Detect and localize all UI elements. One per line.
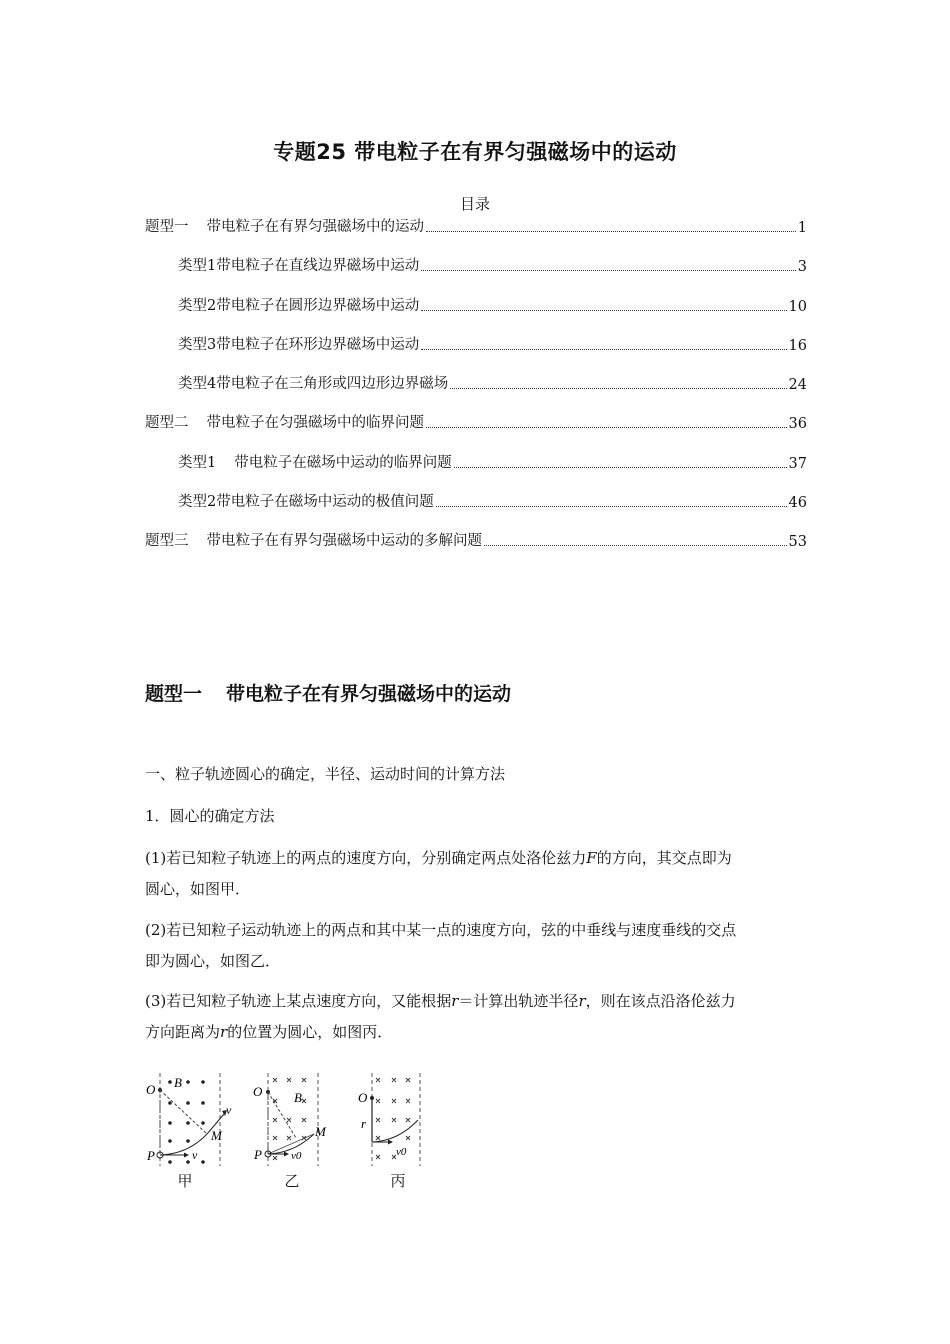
p1-var: F	[586, 849, 597, 867]
intro-paragraph: 一、粒子轨迹圆心的确定，半径、运动时间的计算方法	[145, 765, 506, 783]
paragraph-1	[145, 843, 810, 905]
p3-var2: r	[578, 992, 586, 1010]
toc-leader	[421, 349, 786, 350]
section-heading-prefix: 题型一	[145, 683, 203, 705]
toc-page-number: 3	[797, 259, 807, 275]
toc-entry-text: 带电粒子在有界匀强磁场中的运动	[206, 219, 424, 235]
label-M: M	[211, 1128, 222, 1143]
label-r: r	[361, 1116, 367, 1131]
toc-leader	[436, 506, 787, 507]
figure-bing	[352, 1068, 432, 1168]
figure-jia	[140, 1068, 240, 1168]
toc-entry[interactable]	[178, 491, 807, 511]
toc-entry-prefix: 题型一	[145, 219, 189, 235]
label-velocity-top: v	[226, 1103, 232, 1117]
label-O: O	[358, 1090, 368, 1105]
toc-entry[interactable]	[145, 412, 807, 432]
toc-leader	[454, 467, 787, 468]
p3-text-c: ，则在该点沿洛伦兹力	[585, 992, 736, 1010]
toc-page-number: 46	[788, 495, 807, 511]
label-O: O	[253, 1084, 263, 1099]
figure-caption-bing: 丙	[390, 1172, 406, 1190]
label-B: B	[174, 1075, 182, 1090]
label-O: O	[146, 1082, 156, 1097]
toc-leader	[426, 231, 796, 232]
figure-caption-yi: 乙	[284, 1172, 300, 1190]
label-v0: v0	[291, 1150, 302, 1162]
section-heading-title: 带电粒子在有界匀强磁场中的运动	[226, 683, 512, 705]
toc-entry-text: 带电粒子在有界匀强磁场中运动的多解问题	[206, 533, 482, 549]
toc-entry[interactable]	[178, 373, 807, 393]
toc-entry[interactable]	[178, 334, 807, 354]
toc-page-number: 24	[788, 377, 807, 393]
toc-page-number: 16	[788, 338, 807, 354]
toc-entry[interactable]	[145, 216, 807, 236]
toc-leader	[484, 545, 787, 546]
toc-entry-text: 类型4带电粒子在三角形或四边形边界磁场	[178, 376, 449, 392]
toc-page-number: 53	[788, 534, 807, 550]
toc-entry[interactable]	[178, 255, 807, 275]
toc-entry-prefix: 题型三	[145, 533, 189, 549]
toc-entry[interactable]	[178, 452, 807, 472]
toc-heading: 目录	[459, 195, 490, 213]
toc-page-number: 1	[797, 220, 807, 236]
p2-line2: 即为圆心，如图乙．	[145, 952, 281, 970]
toc-leader	[426, 427, 787, 428]
toc-entry-prefix: 类型1	[178, 455, 217, 471]
p3-text-d: 方向距离为	[145, 1023, 221, 1041]
paragraph-2	[145, 915, 810, 977]
toc-leader	[421, 310, 786, 311]
p1-text-b: 的方向，其交点即为	[596, 849, 732, 867]
toc-page-number: 37	[788, 456, 807, 472]
toc-entry-text: 类型2带电粒子在磁场中运动的极值问题	[178, 494, 434, 510]
toc-leader	[450, 388, 786, 389]
toc-page-number: 10	[788, 299, 807, 315]
label-P: P	[254, 1147, 262, 1162]
label-B: B	[294, 1090, 302, 1105]
center-point	[370, 1096, 374, 1100]
toc-entry-text: 带电粒子在匀强磁场中的临界问题	[206, 415, 424, 431]
label-M: M	[315, 1124, 326, 1139]
p2-line1: (2)若已知粒子运动轨迹上的两点和其中某一点的速度方向，弦的中垂线与速度垂线的交点	[145, 921, 737, 939]
document-title: 专题25 带电粒子在有界匀强磁场中的运动	[273, 140, 677, 164]
label-P: P	[147, 1148, 155, 1163]
toc-entry-text: 带电粒子在磁场中运动的临界问题	[234, 455, 452, 471]
toc-leader	[421, 270, 796, 271]
figure-yi	[248, 1068, 338, 1168]
item-heading: 1．圆心的确定方法	[145, 807, 275, 825]
toc-entry[interactable]	[178, 295, 807, 315]
p3-text-b: ＝计算出轨迹半径	[458, 992, 579, 1010]
toc-entry-text: 类型3带电粒子在环形边界磁场中运动	[178, 337, 420, 353]
section-heading	[145, 679, 511, 706]
p1-text-a: (1)若已知粒子轨迹上的两点的速度方向，分别确定两点处洛伦兹力	[145, 849, 587, 867]
toc-entry-prefix: 题型二	[145, 415, 189, 431]
toc-page-number: 36	[788, 416, 807, 432]
figure-caption-jia: 甲	[177, 1172, 193, 1190]
p3-var1: r	[451, 992, 459, 1010]
paragraph-3	[145, 986, 810, 1048]
p3-var3: r	[220, 1023, 228, 1041]
label-v0: v0	[396, 1146, 407, 1158]
p3-text-e: 的位置为圆心，如图丙．	[227, 1023, 393, 1041]
toc-entry[interactable]	[145, 530, 807, 550]
toc-entry-text: 类型1带电粒子在直线边界磁场中运动	[178, 258, 420, 274]
toc-entry-text: 类型2带电粒子在圆形边界磁场中运动	[178, 298, 420, 314]
p3-text-a: (3)若已知粒子轨迹上某点速度方向，又能根据	[145, 992, 452, 1010]
field-dots	[168, 1080, 205, 1164]
p1-line2: 圆心，如图甲．	[145, 880, 251, 898]
label-velocity-bottom: v	[192, 1148, 198, 1162]
